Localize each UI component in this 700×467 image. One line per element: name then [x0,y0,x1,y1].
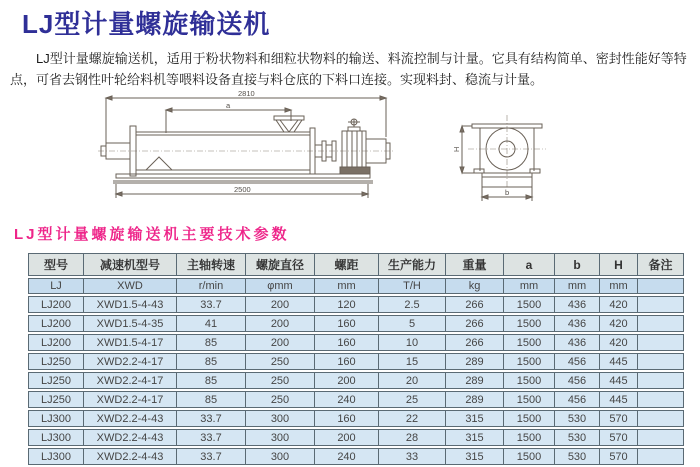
table-cell: 重量 [446,253,504,276]
table-cell: 240 [315,391,379,408]
table-cell: 445 [600,372,638,389]
table-cell: 200 [246,334,315,351]
table-cell: mm [600,278,638,294]
table-row [28,391,684,408]
table-cell: 85 [177,372,246,389]
table-cell [638,448,684,465]
table-cell: LJ300 [28,410,84,427]
table-cell: 160 [315,410,379,427]
table-cell: 1500 [504,448,555,465]
table-cell: LJ250 [28,372,84,389]
table-cell: LJ250 [28,353,84,370]
table-cell: 160 [315,315,379,332]
table-cell [638,410,684,427]
table-cell: 436 [555,334,600,351]
table-cell: mm [315,278,379,294]
table-cell: LJ250 [28,391,84,408]
table-cell: 160 [315,353,379,370]
product-page [0,4,700,463]
table-cell: 33 [379,448,446,465]
table-cell: XWD2.2-4-17 [84,353,177,370]
table-cell: mm [555,278,600,294]
table-cell: 25 [379,391,446,408]
table-cell [638,315,684,332]
dim-label-b: b [505,188,510,197]
table-cell: 240 [315,448,379,465]
table-cell: 85 [177,334,246,351]
dim-label-a: a [226,101,231,110]
table-cell: 1500 [504,429,555,446]
spec-table [28,251,684,467]
table-cell: 420 [600,315,638,332]
table-cell [638,278,684,294]
table-cell: LJ200 [28,334,84,351]
table-cell: 456 [555,391,600,408]
table-cell: 200 [246,315,315,332]
page-title: LJ型计量螺旋输送机 [22,9,271,39]
table-cell: 266 [446,334,504,351]
table-cell: 445 [600,391,638,408]
table-cell: φmm [246,278,315,294]
table-cell: 备注 [638,253,684,276]
table-cell: 315 [446,429,504,446]
table-cell: 300 [246,410,315,427]
table-cell: b [555,253,600,276]
table-cell [638,334,684,351]
table-cell: 160 [315,334,379,351]
table-cell: 1500 [504,353,555,370]
side-view-drawing [98,91,398,209]
table-cell [638,353,684,370]
table-cell: 289 [446,391,504,408]
table-header-row [28,253,684,276]
table-cell: 10 [379,334,446,351]
table-row [28,334,684,351]
table-cell: 33.7 [177,296,246,313]
end-view-drawing [452,91,602,209]
table-cell: LJ [28,278,84,294]
table-cell: 1500 [504,334,555,351]
table-cell: T/H [379,278,446,294]
table-cell: r/min [177,278,246,294]
table-cell: 420 [600,334,638,351]
table-cell: 250 [246,353,315,370]
table-cell: a [504,253,555,276]
table-cell: kg [446,278,504,294]
table-cell: 266 [446,315,504,332]
table-cell: 250 [246,391,315,408]
table-cell: 289 [446,372,504,389]
technical-drawings [0,91,700,213]
table-cell: H [600,253,638,276]
table-row [28,410,684,427]
table-row [28,448,684,465]
table-cell: 445 [600,353,638,370]
table-cell: 120 [315,296,379,313]
table-cell: 减速机型号 [84,253,177,276]
dim-label-top: 2810 [238,89,255,98]
table-cell: 1500 [504,315,555,332]
table-cell [638,429,684,446]
table-cell: XWD2.2-4-43 [84,410,177,427]
table-cell: LJ300 [28,448,84,465]
table-cell: 300 [246,429,315,446]
table-cell: LJ200 [28,315,84,332]
dim-label-bottom: 2500 [234,185,251,194]
table-cell: LJ200 [28,296,84,313]
table-cell: 300 [246,448,315,465]
table-cell: XWD1.5-4-43 [84,296,177,313]
table-cell: XWD2.2-4-43 [84,429,177,446]
table-cell: XWD2.2-4-17 [84,372,177,389]
table-cell: 33.7 [177,448,246,465]
table-cell: 2.5 [379,296,446,313]
table-cell: 15 [379,353,446,370]
table-cell [638,296,684,313]
table-cell: 420 [600,296,638,313]
section-title: LJ型计量螺旋输送机主要技术参数 [14,226,290,243]
intro-paragraph: LJ型计量螺旋输送机，适用于粉状物料和细粒状物料的输送、料流控制与计量。它具有结构简单、密封性能好等特点，可省去钢性叶轮给料机等喂料设备直接与料仓底的下料口连接。实现料封、稳流与计量。 [10,51,687,87]
table-cell: 530 [555,429,600,446]
table-cell: 315 [446,410,504,427]
table-cell: 主轴转速 [177,253,246,276]
table-cell: 33.7 [177,410,246,427]
table-cell: 1500 [504,296,555,313]
table-cell: 530 [555,410,600,427]
table-cell: 289 [446,353,504,370]
table-unit-row [28,278,684,294]
table-cell: 28 [379,429,446,446]
table-cell: 螺旋直径 [246,253,315,276]
table-cell [638,372,684,389]
table-cell: mm [504,278,555,294]
table-row [28,296,684,313]
spec-table-body [28,253,684,465]
table-cell: 螺距 [315,253,379,276]
table-row [28,315,684,332]
table-row [28,353,684,370]
table-cell: 20 [379,372,446,389]
table-cell: 570 [600,429,638,446]
table-cell: 5 [379,315,446,332]
table-cell: XWD [84,278,177,294]
table-cell: 22 [379,410,446,427]
table-row [28,372,684,389]
table-cell: XWD1.5-4-17 [84,334,177,351]
table-cell: 1500 [504,410,555,427]
table-cell: 生产能力 [379,253,446,276]
table-cell: 41 [177,315,246,332]
table-cell [638,391,684,408]
table-cell: 85 [177,353,246,370]
table-cell: 530 [555,448,600,465]
table-cell: 型号 [28,253,84,276]
table-cell: XWD2.2-4-17 [84,391,177,408]
table-cell: 456 [555,353,600,370]
table-cell: 456 [555,372,600,389]
table-cell: 250 [246,372,315,389]
table-cell: 200 [315,429,379,446]
table-cell: XWD1.5-4-35 [84,315,177,332]
table-cell: XWD2.2-4-43 [84,448,177,465]
table-cell: 266 [446,296,504,313]
table-cell: 1500 [504,372,555,389]
table-row [28,429,684,446]
table-cell: LJ300 [28,429,84,446]
dim-label-h: H [452,146,461,152]
table-cell: 436 [555,296,600,313]
table-cell: 33.7 [177,429,246,446]
table-cell: 200 [246,296,315,313]
table-cell: 570 [600,410,638,427]
table-cell: 85 [177,391,246,408]
table-cell: 570 [600,448,638,465]
table-cell: 200 [315,372,379,389]
table-cell: 436 [555,315,600,332]
table-cell: 1500 [504,391,555,408]
table-cell: 315 [446,448,504,465]
